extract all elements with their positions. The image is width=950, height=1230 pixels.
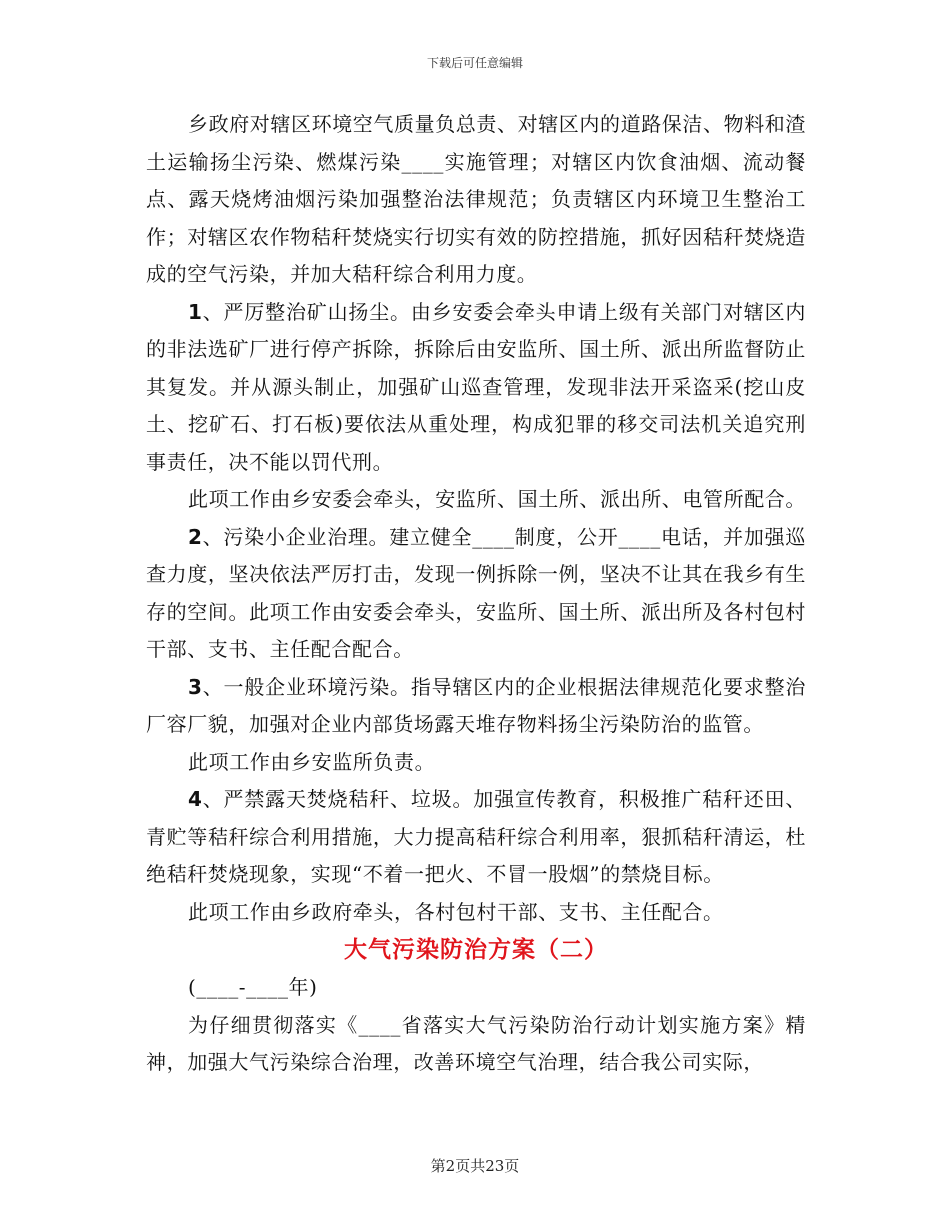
- item-number: 4: [188, 787, 203, 811]
- item-number: 1: [188, 299, 203, 324]
- header-note: 下载后可任意编辑: [426, 56, 523, 70]
- paragraph-item-1-note: 此项工作由乡安委会牵头，安监所、国土所、派出所、电管所配合。: [188, 487, 806, 511]
- item-text: 、严禁露天焚烧秸秆、垃圾。加强宣传教育，积极推广秸秆还田、青贮等秸秆综合利用措施，大力提高秸秆综合利用率，狠抓秸秆清运，杜绝秸秆焚烧现象，实现“不着一把火、不冒一股烟”的禁烧目标。: [146, 787, 806, 886]
- paragraph-item-2: [146, 519, 806, 669]
- paragraph-item-3: [146, 669, 806, 744]
- paragraph-intro: 乡政府对辖区环境空气质量负总责、对辖区内的道路保洁、物料和渣土运输扬尘污染、燃煤污染____实施管理；对辖区内饮食油烟、流动餐点、露天烧烤油烟污染加强整治法律规范；负责辖区内环境卫生整治工作；对辖区农作物秸秆焚烧实行切实有效的防控措施，抓好因秸秆焚烧造成的空气污染，并加大秸秆综合利用力度。: [146, 112, 806, 286]
- item-text: 、污染小企业治理。建立健全____制度，公开____电话，并加强巡查力度，坚决依法严厉打击，发现一例拆除一例，坚决不让其在我乡有生存的空间。此项工作由安委会牵头，安监所、国土所、派出所及各村包村干部、支书、主任配合配合。: [146, 524, 806, 661]
- paragraph-last: 为仔细贯彻落实《____省落实大气污染防治行动计划实施方案》精神，加强大气污染综合治理，改善环境空气治理，结合我公司实际，: [146, 1012, 806, 1074]
- paragraph-item-3-note: 此项工作由乡安监所负责。: [188, 749, 436, 774]
- document-body: [146, 106, 806, 1082]
- item-number: 2: [188, 524, 203, 549]
- paragraph-item-4: [146, 781, 806, 894]
- item-text: 、严厉整治矿山扬尘。由乡安委会牵头申请上级有关部门对辖区内的非法选矿厂进行停产拆除，拆除后由安监所、国土所、派出所监督防止其复发。并从源头制止，加强矿山巡查管理，发现非法开采盗采(挖山皮土、挖矿石、打石板)要依法从重处理，构成犯罪的移交司法机关追究刑事责任，决不能以罚代刑。: [146, 299, 806, 474]
- page-footer: 第2页共23页: [430, 1157, 520, 1175]
- item-number: 3: [188, 674, 203, 699]
- paragraph-item-4-note: 此项工作由乡政府牵头，各村包村干部、支书、主任配合。: [188, 899, 724, 924]
- item-text: 、一般企业环境污染。指导辖区内的企业根据法律规范化要求整治厂容厂貌，加强对企业内部货场露天堆存物料扬尘污染防治的监管。: [146, 674, 806, 736]
- paragraph-item-1: [146, 294, 806, 482]
- section-title: 大气污染防治方案（二）: [344, 936, 608, 963]
- year-line: (____-____年): [188, 975, 318, 999]
